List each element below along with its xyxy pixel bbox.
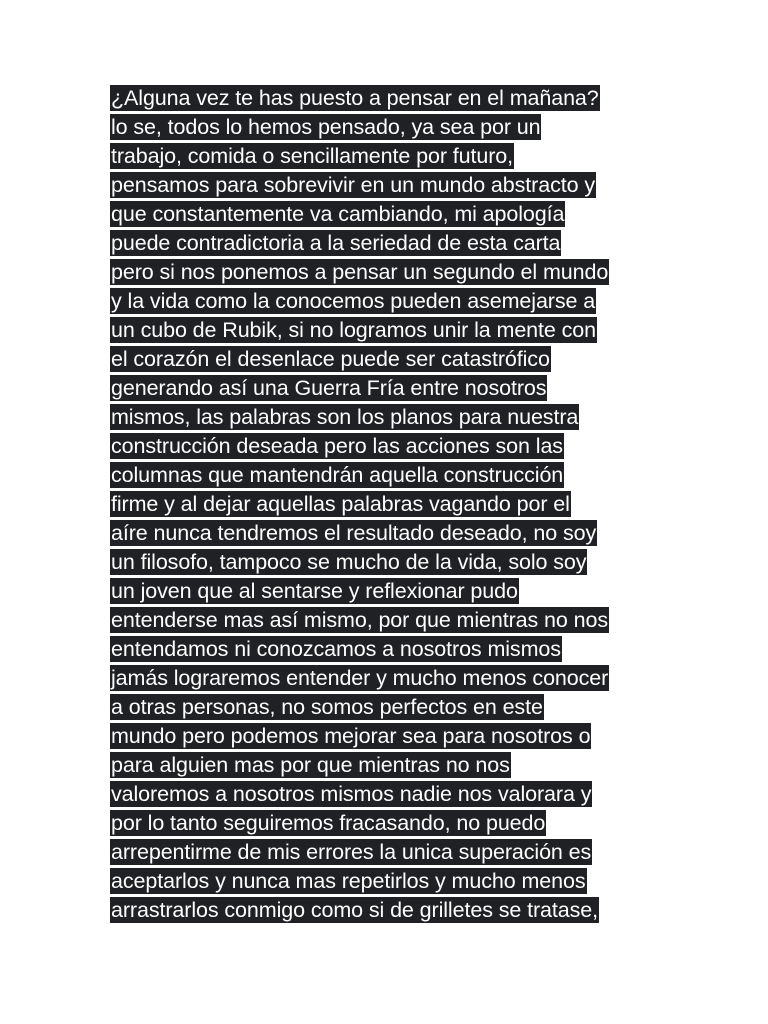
selected-text[interactable]: aceptarlos y nunca mas repetirlos y mucho menos (111, 869, 586, 893)
selected-text[interactable]: un cubo de Rubik, si no logramos unir la mente con (111, 318, 596, 342)
selected-text[interactable]: valoremos a nosotros mismos nadie nos valorara y (111, 782, 592, 806)
text-line (110, 491, 670, 520)
text-line (110, 433, 670, 462)
text-line (110, 549, 670, 578)
text-line (110, 85, 670, 114)
selected-text[interactable]: a otras personas, no somos perfectos en este (111, 695, 543, 719)
selected-text[interactable]: mismos, las palabras son los planos para nuestra (111, 405, 579, 429)
selected-text[interactable]: pero si nos ponemos a pensar un segundo el mundo (111, 260, 609, 284)
text-line (110, 520, 670, 549)
selected-text[interactable]: que constantemente va cambiando, mi apología (111, 202, 565, 226)
selected-text[interactable]: arrepentirme de mis errores la unica superación es (111, 840, 592, 864)
selected-text[interactable]: para alguien mas por que mientras no nos (111, 753, 510, 777)
selected-text[interactable]: pensamos para sobrevivir en un mundo abstracto y (111, 173, 595, 197)
selected-text[interactable]: generando así una Guerra Fría entre nosotros (111, 376, 547, 400)
text-line (110, 839, 670, 868)
selected-text[interactable]: ¿Alguna vez te has puesto a pensar en el mañana? (111, 86, 599, 110)
text-line (110, 404, 670, 433)
text-line (110, 462, 670, 491)
text-line (110, 781, 670, 810)
text-line (110, 143, 670, 172)
selected-text[interactable]: construcción deseada pero las acciones son las (111, 434, 563, 458)
selected-text[interactable]: por lo tanto seguiremos fracasando, no puedo (111, 811, 546, 835)
selected-text[interactable]: entenderse mas así mismo, por que mientras no nos (111, 608, 609, 632)
text-line (110, 172, 670, 201)
text-line (110, 665, 670, 694)
highlighted-text-block[interactable] (110, 85, 670, 926)
selected-text[interactable]: y la vida como la conocemos pueden asemejarse a (111, 289, 596, 313)
selected-text[interactable]: el corazón el desenlace puede ser catastrófico (111, 347, 550, 371)
selected-text[interactable]: aíre nunca tendremos el resultado deseado, no soy (111, 521, 597, 545)
selected-text[interactable]: mundo pero podemos mejorar sea para nosotros o (111, 724, 591, 748)
text-line (110, 578, 670, 607)
selected-text[interactable]: puede contradictoria a la seriedad de esta carta (111, 231, 561, 255)
text-line (110, 288, 670, 317)
text-line (110, 317, 670, 346)
selected-text[interactable]: columnas que mantendrán aquella construcción (111, 463, 564, 487)
text-line (110, 868, 670, 897)
selected-text[interactable]: arrastrarlos conmigo como si de grilletes se tratase, (111, 898, 599, 922)
text-line (110, 752, 670, 781)
text-line (110, 607, 670, 636)
text-line (110, 375, 670, 404)
selected-text[interactable]: entendamos ni conozcamos a nosotros mismos (111, 637, 561, 661)
text-line (110, 230, 670, 259)
selected-text[interactable]: lo se, todos lo hemos pensado, ya sea por un (111, 115, 541, 139)
text-line (110, 694, 670, 723)
text-line (110, 201, 670, 230)
text-line (110, 114, 670, 143)
text-line (110, 723, 670, 752)
selected-text[interactable]: firme y al dejar aquellas palabras vagando por el (111, 492, 570, 516)
selected-text[interactable]: un joven que al sentarse y reflexionar pudo (111, 579, 518, 603)
text-line (110, 346, 670, 375)
text-line (110, 897, 670, 926)
selected-text[interactable]: jamás lograremos entender y mucho menos conocer (111, 666, 609, 690)
text-line (110, 810, 670, 839)
text-line (110, 259, 670, 288)
selected-text[interactable]: un filosofo, tampoco se mucho de la vida, solo soy (111, 550, 587, 574)
selected-text[interactable]: trabajo, comida o sencillamente por futuro, (111, 144, 514, 168)
text-line (110, 636, 670, 665)
